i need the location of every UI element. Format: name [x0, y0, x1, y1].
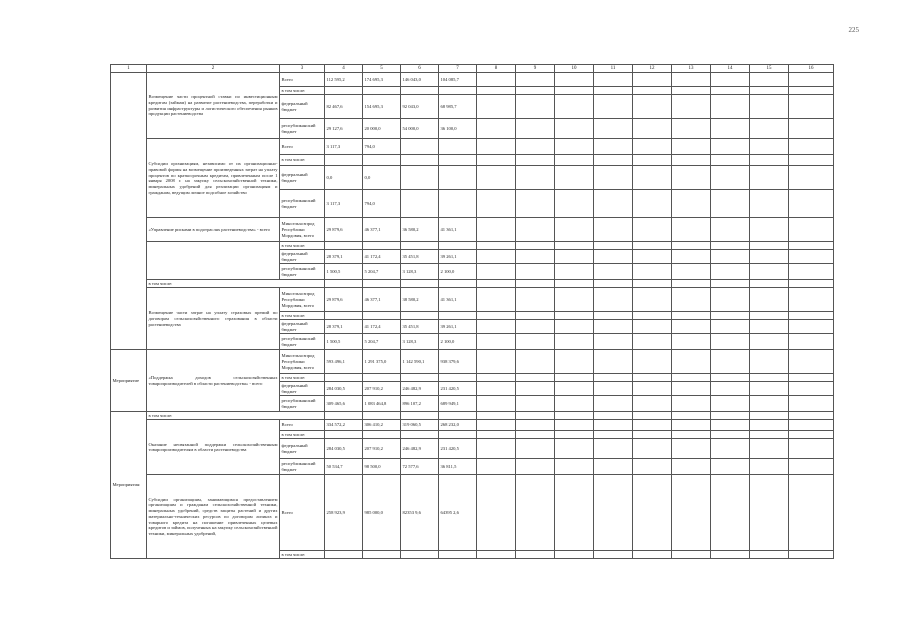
col-header: 1 [111, 65, 147, 73]
table-row [111, 412, 834, 420]
measure-description: Субсидии организациям, занимающимся предоставлением организациям и гражданам сельскохозяйственной техники, минеральных удобрений, средств защиты растений и других материально-технических ресурсов по договорам лизинга и товарного кредита на погашение привлеченных целевых кредитов и займов, полученных на закупку сельскохозяйственной техники, минеральных удобрений, [147, 475, 280, 559]
source-label: федеральный бюджет [280, 250, 325, 264]
measure-side-label: Мероприятие [111, 350, 147, 412]
value-cell: 41 361,1 [439, 218, 477, 242]
value-cell: 284 030,5 [325, 439, 363, 459]
value-cell: 5 204,7 [363, 264, 401, 280]
source-label: в том числе: [280, 551, 325, 559]
source-label: Минсельхозпрод Республики Мордовия, всего [280, 218, 325, 242]
source-label: республиканский бюджет [280, 190, 325, 218]
value-cell: 1 083 464,8 [363, 396, 401, 412]
value-cell: 29 879,6 [325, 288, 363, 312]
col-header: 16 [789, 65, 834, 73]
source-label: в том числе: [280, 431, 325, 439]
source-label: федеральный бюджет [280, 95, 325, 119]
empty-cell [111, 73, 147, 350]
value-cell: 2 100,0 [439, 264, 477, 280]
value-cell: 3 128,3 [401, 334, 439, 350]
source-label: в том числе: [280, 87, 325, 95]
value-cell: 5 204,7 [363, 334, 401, 350]
value-cell: 46 377,1 [363, 288, 401, 312]
value-cell: 3 128,3 [401, 264, 439, 280]
value-cell: 92 043,0 [401, 95, 439, 119]
source-label: Всего [280, 420, 325, 431]
value-cell: 689 949,1 [439, 396, 477, 412]
value-cell: 3 117,3 [325, 139, 363, 155]
source-label: Всего [280, 475, 325, 551]
value-cell: 39 261,1 [439, 320, 477, 334]
source-label: республиканский бюджет [280, 396, 325, 412]
value-cell: 28 379,1 [325, 250, 363, 264]
source-label: республиканский бюджет [280, 334, 325, 350]
value-cell: 794,0 [363, 139, 401, 155]
col-header: 14 [711, 65, 750, 73]
value-cell: 41 172,4 [363, 250, 401, 264]
value-cell: 207 910,2 [363, 382, 401, 396]
value-cell: 112 595,2 [325, 73, 363, 87]
measure-description: Возмещение части процентной ставки по инвестиционным кредитам (займам) на развитие растениеводства, переработки и развития инфраструктуры и логистического обеспечения рынков продукции растениеводства [147, 73, 280, 139]
budget-table [110, 64, 834, 559]
value-cell: 36 811,5 [439, 459, 477, 475]
value-cell: 306 410,2 [363, 420, 401, 431]
page-number: 225 [848, 26, 859, 34]
table-row [111, 475, 834, 551]
value-cell: 64395 2,6 [439, 475, 477, 551]
value-cell: 39 261,1 [439, 250, 477, 264]
value-cell: 28 379,1 [325, 320, 363, 334]
measures-side-label: Мероприятия: [111, 412, 147, 559]
col-header: 11 [594, 65, 633, 73]
col-header: 8 [477, 65, 516, 73]
value-cell: 35 451,8 [401, 320, 439, 334]
col-header: 15 [750, 65, 789, 73]
value-cell: 0,0 [325, 166, 363, 190]
source-label: республиканский бюджет [280, 264, 325, 280]
value-cell: 319 060,5 [401, 420, 439, 431]
table-row [111, 288, 834, 312]
value-cell: 104 085,7 [439, 73, 477, 87]
col-header: 6 [401, 65, 439, 73]
value-cell: 593 496,1 [325, 350, 363, 374]
value-cell: 309 465,6 [325, 396, 363, 412]
col-header: 12 [633, 65, 672, 73]
source-label: в том числе: [280, 155, 325, 166]
value-cell: 46 377,1 [363, 218, 401, 242]
value-cell: 794,0 [363, 190, 401, 218]
value-cell: 284 030,5 [325, 382, 363, 396]
value-cell: 20 000,0 [363, 119, 401, 139]
value-cell: 41 361,1 [439, 288, 477, 312]
source-label: в том числе: [280, 312, 325, 320]
value-cell: 334 572,2 [325, 420, 363, 431]
value-cell: 82353 9,6 [401, 475, 439, 551]
value-cell: 29 127,6 [325, 119, 363, 139]
value-cell: 207 910,2 [363, 439, 401, 459]
col-header: 2 [147, 65, 280, 73]
value-cell: 41 172,4 [363, 320, 401, 334]
header-row [111, 65, 834, 73]
col-header: 5 [363, 65, 401, 73]
source-label: федеральный бюджет [280, 166, 325, 190]
col-header: 3 [280, 65, 325, 73]
measure-description: Возмещение части затрат на уплату страховых премий по договорам сельскохозяйственного страхования в области растениеводства [147, 288, 280, 350]
table-row [111, 242, 834, 250]
source-label: Минсельхозпрод Республики Мордовия, всего [280, 350, 325, 374]
value-cell: 938 379,6 [439, 350, 477, 374]
source-label: Всего [280, 73, 325, 87]
source-label: республиканский бюджет [280, 119, 325, 139]
measure-description: Оказание несвязанной поддержки сельскохозяйственным товаропроизводителям в области растениеводства [147, 420, 280, 475]
value-cell: 1 500,5 [325, 334, 363, 350]
section-label: в том числе: [147, 280, 325, 288]
value-cell: 36 580,2 [401, 218, 439, 242]
col-header: 9 [516, 65, 555, 73]
value-cell: 154 695,3 [363, 95, 401, 119]
value-cell: 68 985,7 [439, 95, 477, 119]
table-row [111, 350, 834, 374]
measure-description: «Поддержка доходов сельскохозяйственных товаропроизводителей в области растениеводства» - всего [147, 350, 280, 412]
table-row [111, 420, 834, 431]
value-cell: 258 923,9 [325, 475, 363, 551]
value-cell: 896 107,2 [401, 396, 439, 412]
source-label: федеральный бюджет [280, 320, 325, 334]
value-cell: 3 117,3 [325, 190, 363, 218]
source-label: федеральный бюджет [280, 439, 325, 459]
source-label: в том числе: [280, 242, 325, 250]
value-cell: 36 100,0 [439, 119, 477, 139]
empty-cell [147, 242, 280, 280]
table-row [111, 218, 834, 242]
table-row [111, 280, 834, 288]
value-cell: 82 467,6 [325, 95, 363, 119]
col-header: 4 [325, 65, 363, 73]
source-label: Всего [280, 139, 325, 155]
value-cell: 246 482,9 [401, 382, 439, 396]
value-cell: 0,0 [363, 166, 401, 190]
col-header: 13 [672, 65, 711, 73]
source-label: федеральный бюджет [280, 382, 325, 396]
value-cell: 174 695,3 [363, 73, 401, 87]
section-label: в том числе: [147, 412, 325, 420]
measure-description: Субсидии организациям, независимо от их организационно-правовой формы на возмещение произведенных затрат на уплату процентов по краткосрочным кредитам, привлеченным после 1 января 2008 г. на закупку сельскохозяйственной техники, минеральных удобрений для реализации организациям и гражданам, ведущим личное подсобное хозяйство [147, 139, 280, 218]
value-cell: 268 232,0 [439, 420, 477, 431]
value-cell: 1 142 590,1 [401, 350, 439, 374]
measure-description: «Управление рисками в подотраслях растениеводства» - всего [147, 218, 280, 242]
value-cell: 246 482,9 [401, 439, 439, 459]
value-cell: 146 043,0 [401, 73, 439, 87]
table-row [111, 139, 834, 155]
source-label: в том числе: [280, 374, 325, 382]
value-cell: 38 580,2 [401, 288, 439, 312]
value-cell: 1 500,5 [325, 264, 363, 280]
value-cell: 231 420,5 [439, 439, 477, 459]
value-cell: 50 534,7 [325, 459, 363, 475]
value-cell: 2 100,0 [439, 334, 477, 350]
col-header: 10 [555, 65, 594, 73]
value-cell: 54 000,0 [401, 119, 439, 139]
value-cell: 72 577,6 [401, 459, 439, 475]
source-label: республиканский бюджет [280, 459, 325, 475]
value-cell: 985 000,0 [363, 475, 401, 551]
source-label: Минсельхозпрод Республики Мордовия, всего [280, 288, 325, 312]
value-cell: 98 500,0 [363, 459, 401, 475]
value-cell: 231 420,5 [439, 382, 477, 396]
value-cell: 1 291 375,0 [363, 350, 401, 374]
value-cell: 29 879,6 [325, 218, 363, 242]
col-header: 7 [439, 65, 477, 73]
table-row [111, 73, 834, 87]
value-cell: 35 451,8 [401, 250, 439, 264]
